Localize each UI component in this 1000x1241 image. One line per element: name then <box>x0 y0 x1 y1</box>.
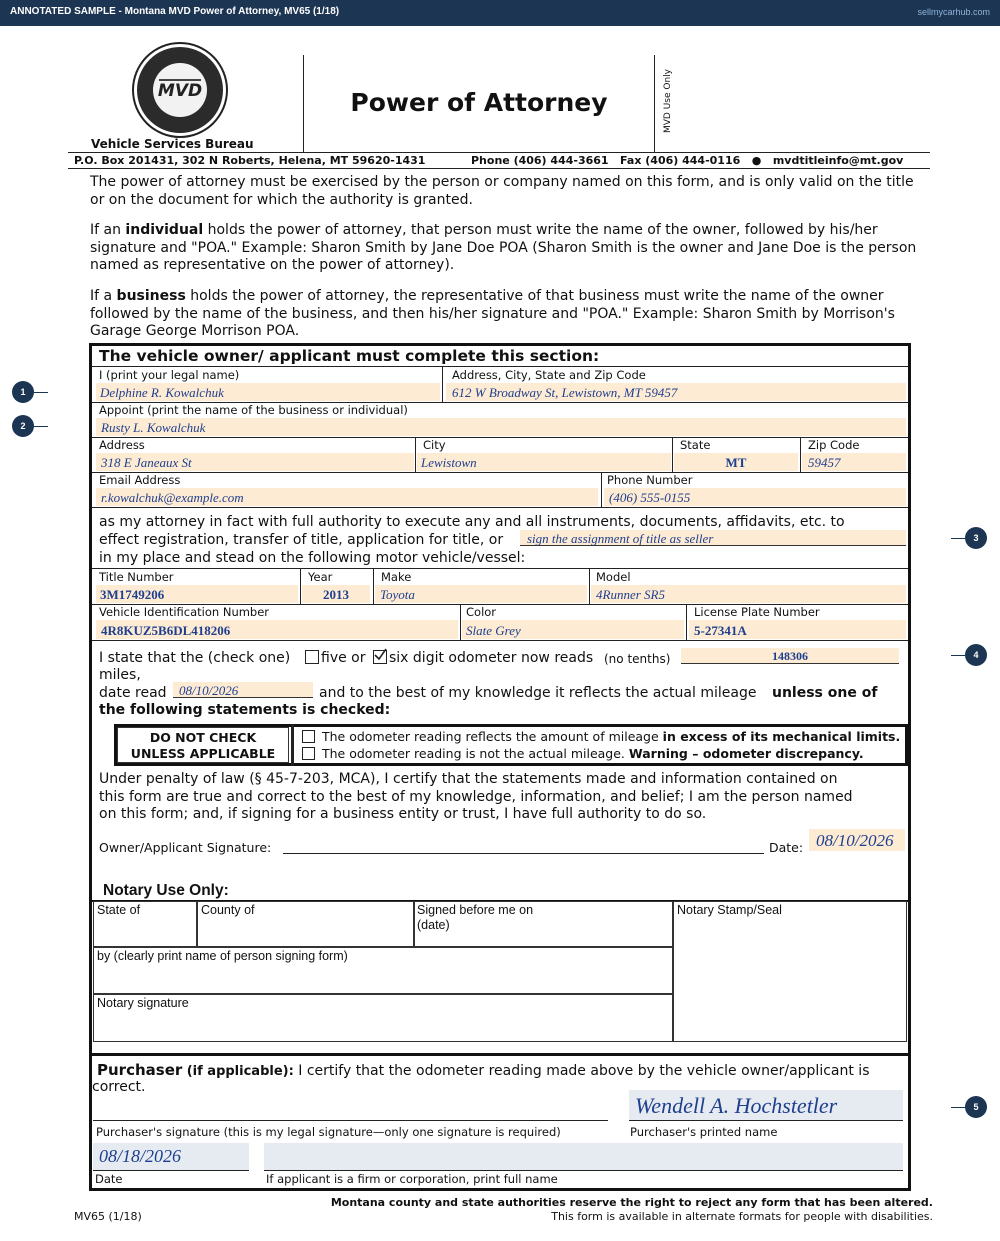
intro-paragraph-2: If an individual holds the power of attorney, that person must write the name of the owner, followed by his/her signature and "POA." Example: Sharon Smith by Jane Doe POA (Sharon Smith is the owner and Jane Doe is the person named as representative on the power of attorney). <box>90 222 917 273</box>
email-label: Email Address <box>99 473 181 487</box>
purchaser-printed-name-label: Purchaser's printed name <box>630 1125 778 1139</box>
penalty-line-2: this form are true and correct to the best of my knowledge, information, and belief; I am the person named <box>99 789 853 805</box>
purchaser-signature-line[interactable] <box>93 1120 608 1121</box>
state-label: State <box>680 438 711 452</box>
odometer-miles: miles, <box>99 667 141 683</box>
do-not-check-text: DO NOT CHECK <box>149 730 257 745</box>
signature-date-label: Date: <box>769 840 804 855</box>
logo-text: MVD <box>157 81 203 101</box>
email-value: r.kowalchuk@example.com <box>101 490 244 505</box>
owner-signature-label: Owner/Applicant Signature: <box>99 840 272 855</box>
six-digit-label: six digit odometer now reads <box>389 650 594 666</box>
authority-line-1: as my attorney in fact with full authority to execute any and all instruments, documents, affidavits, etc. to <box>99 514 845 530</box>
year-label: Year <box>308 570 333 584</box>
knowledge-text: and to the best of my knowledge it reflects the actual mileage <box>319 685 757 701</box>
odometer-tenths: (no tenths) <box>604 652 671 666</box>
city-value: Lewistown <box>421 455 477 470</box>
appoint-label: Appoint (print the name of the business or individual) <box>99 403 408 417</box>
owner-address-label: Address, City, State and Zip Code <box>452 368 646 382</box>
five-digit-checkbox[interactable] <box>305 650 319 664</box>
mvd-use-only: MVD Use Only <box>663 68 673 133</box>
plate-label: License Plate Number <box>694 605 820 619</box>
owner-name-value: Delphine R. Kowalchuk <box>100 385 224 400</box>
mvd-address: P.O. Box 201431, 302 N Roberts, Helena, MT 59620-1431 <box>74 154 426 167</box>
notary-stamp-label: Notary Stamp/Seal <box>677 903 782 917</box>
owner-address-value: 612 W Broadway St, Lewistown, MT 59457 <box>452 385 678 400</box>
plate-value: 5-27341A <box>694 623 747 638</box>
page-title: Power of Attorney <box>350 88 608 117</box>
firm-name-label: If applicant is a firm or corporation, print full name <box>266 1172 558 1186</box>
footer-alternate-formats: This form is available in alternate formats for people with disabilities. <box>551 1210 933 1223</box>
six-digit-checkbox[interactable] <box>373 650 387 664</box>
annotation-marker-4[interactable]: 4 <box>965 644 987 666</box>
statement-2: The odometer reading is not the actual mileage. Warning – odometer discrepancy. <box>322 746 864 761</box>
excess-mileage-checkbox[interactable] <box>302 730 315 743</box>
top-banner <box>0 0 1000 26</box>
penalty-line-1: Under penalty of law (§ 45-7-203, MCA), I certify that the statements made and information contained on <box>99 771 838 787</box>
make-label: Make <box>381 570 412 584</box>
make-value: Toyota <box>380 587 415 602</box>
odometer-prompt: I state that the (check one) <box>99 650 291 666</box>
purchaser-statement: Purchaser (if applicable): I certify that the odometer reading made above by the vehicle owner/applicant is <box>97 1061 870 1079</box>
signature-date-value: 08/10/2026 <box>816 831 894 850</box>
banner-site[interactable]: sellmycarhub.com <box>917 7 990 17</box>
five-digit-label: five or <box>321 650 366 666</box>
firm-name-field[interactable] <box>264 1143 903 1170</box>
checkmark-icon <box>373 648 387 662</box>
notary-heading: Notary Use Only: <box>103 882 229 899</box>
date-read-label: date read <box>99 685 167 701</box>
title-number-value: 3M1749206 <box>100 587 165 602</box>
owner-name-label: I (print your legal name) <box>99 368 240 382</box>
mvd-seal-logo <box>134 44 226 136</box>
annotation-marker-1[interactable]: 1 <box>12 381 34 403</box>
purchaser-statement-end: correct. <box>92 1079 146 1095</box>
intro-paragraph-3: If a business holds the power of attorney, the representative of that business must write the name of the owner followed by the name of the business, and then his/her signature and "POA." Example: Sharon Smith by Morrison's Garage George Morrison POA. <box>90 288 895 339</box>
print-name-label: by (clearly print name of person signing form) <box>97 949 348 963</box>
zip-label: Zip Code <box>808 438 860 452</box>
phone-value: (406) 555-0155 <box>609 490 691 505</box>
address-value: 318 E Janeaux St <box>101 455 192 470</box>
model-label: Model <box>596 570 631 584</box>
knowledge-bold-2: the following statements is checked: <box>99 702 391 718</box>
bureau-name: Vehicle Services Bureau <box>91 137 254 151</box>
form-id: MV65 (1/18) <box>74 1210 142 1223</box>
annotation-marker-3[interactable]: 3 <box>965 527 987 549</box>
signed-before-label: Signed before me on <box>417 903 534 917</box>
date-read-value: 08/10/2026 <box>179 683 239 698</box>
phone-label: Phone Number <box>607 473 693 487</box>
annotation-marker-2[interactable]: 2 <box>12 415 34 437</box>
purchaser-date-value: 08/18/2026 <box>99 1146 182 1166</box>
knowledge-bold: unless one of <box>772 685 878 701</box>
penalty-line-3: on this form; and, if signing for a business entity or trust, I have full authority to do so. <box>99 806 707 822</box>
state-of-label: State of <box>97 903 141 917</box>
notary-signature-label: Notary signature <box>97 996 189 1010</box>
appoint-field[interactable] <box>96 418 906 436</box>
year-value: 2013 <box>323 587 349 602</box>
state-value: MT <box>725 455 747 470</box>
annotation-marker-5[interactable]: 5 <box>965 1096 987 1118</box>
vin-label: Vehicle Identification Number <box>99 605 270 619</box>
vin-value: 4R8KUZ5B6DL418206 <box>101 623 231 638</box>
odometer-value: 148306 <box>772 649 808 663</box>
county-of-label: County of <box>201 903 255 917</box>
model-value: 4Runner SR5 <box>596 587 665 602</box>
statement-1: The odometer reading reflects the amount of mileage in excess of its mechanical limits. <box>322 729 901 744</box>
mvd-contact: Phone (406) 444-3661 Fax (406) 444-0116 ● mvdtitleinfo@mt.gov <box>471 154 904 167</box>
color-value: Slate Grey <box>466 623 521 638</box>
not-actual-mileage-checkbox[interactable] <box>302 747 315 760</box>
appoint-value: Rusty L. Kowalchuk <box>101 420 206 435</box>
authority-line-2: effect registration, transfer of title, application for title, or <box>99 532 504 548</box>
address-label: Address <box>99 438 145 452</box>
signed-before-date-label: (date) <box>417 918 450 932</box>
city-label: City <box>423 438 446 452</box>
authority-value: sign the assignment of title as seller <box>527 531 714 546</box>
section-heading: The vehicle owner/ applicant must complete this section: <box>99 347 600 365</box>
zip-value: 59457 <box>808 455 841 470</box>
owner-signature-line[interactable] <box>283 853 764 854</box>
footer-altered-note: Montana county and state authorities reserve the right to reject any form that has been altered. <box>330 1196 933 1209</box>
unless-applicable-text: UNLESS APPLICABLE <box>130 746 276 761</box>
purchaser-signature-label: Purchaser's signature (this is my legal signature—only one signature is required) <box>96 1125 561 1139</box>
color-label: Color <box>466 605 497 619</box>
banner-title: ANNOTATED SAMPLE - Montana MVD Power of Attorney, MV65 (1/18) <box>10 6 340 17</box>
title-number-label: Title Number <box>99 570 174 584</box>
purchaser-printed-name-value: Wendell A. Hochstetler <box>635 1093 838 1118</box>
purchaser-date-label: Date <box>95 1172 123 1186</box>
authority-line-3: in my place and stead on the following motor vehicle/vessel: <box>99 550 526 566</box>
notary-stamp-cell <box>673 901 907 1042</box>
intro-paragraph-1: The power of attorney must be exercised by the person or company named on this form, and is only valid on the title or on the document for which the authority is granted. <box>90 174 914 208</box>
